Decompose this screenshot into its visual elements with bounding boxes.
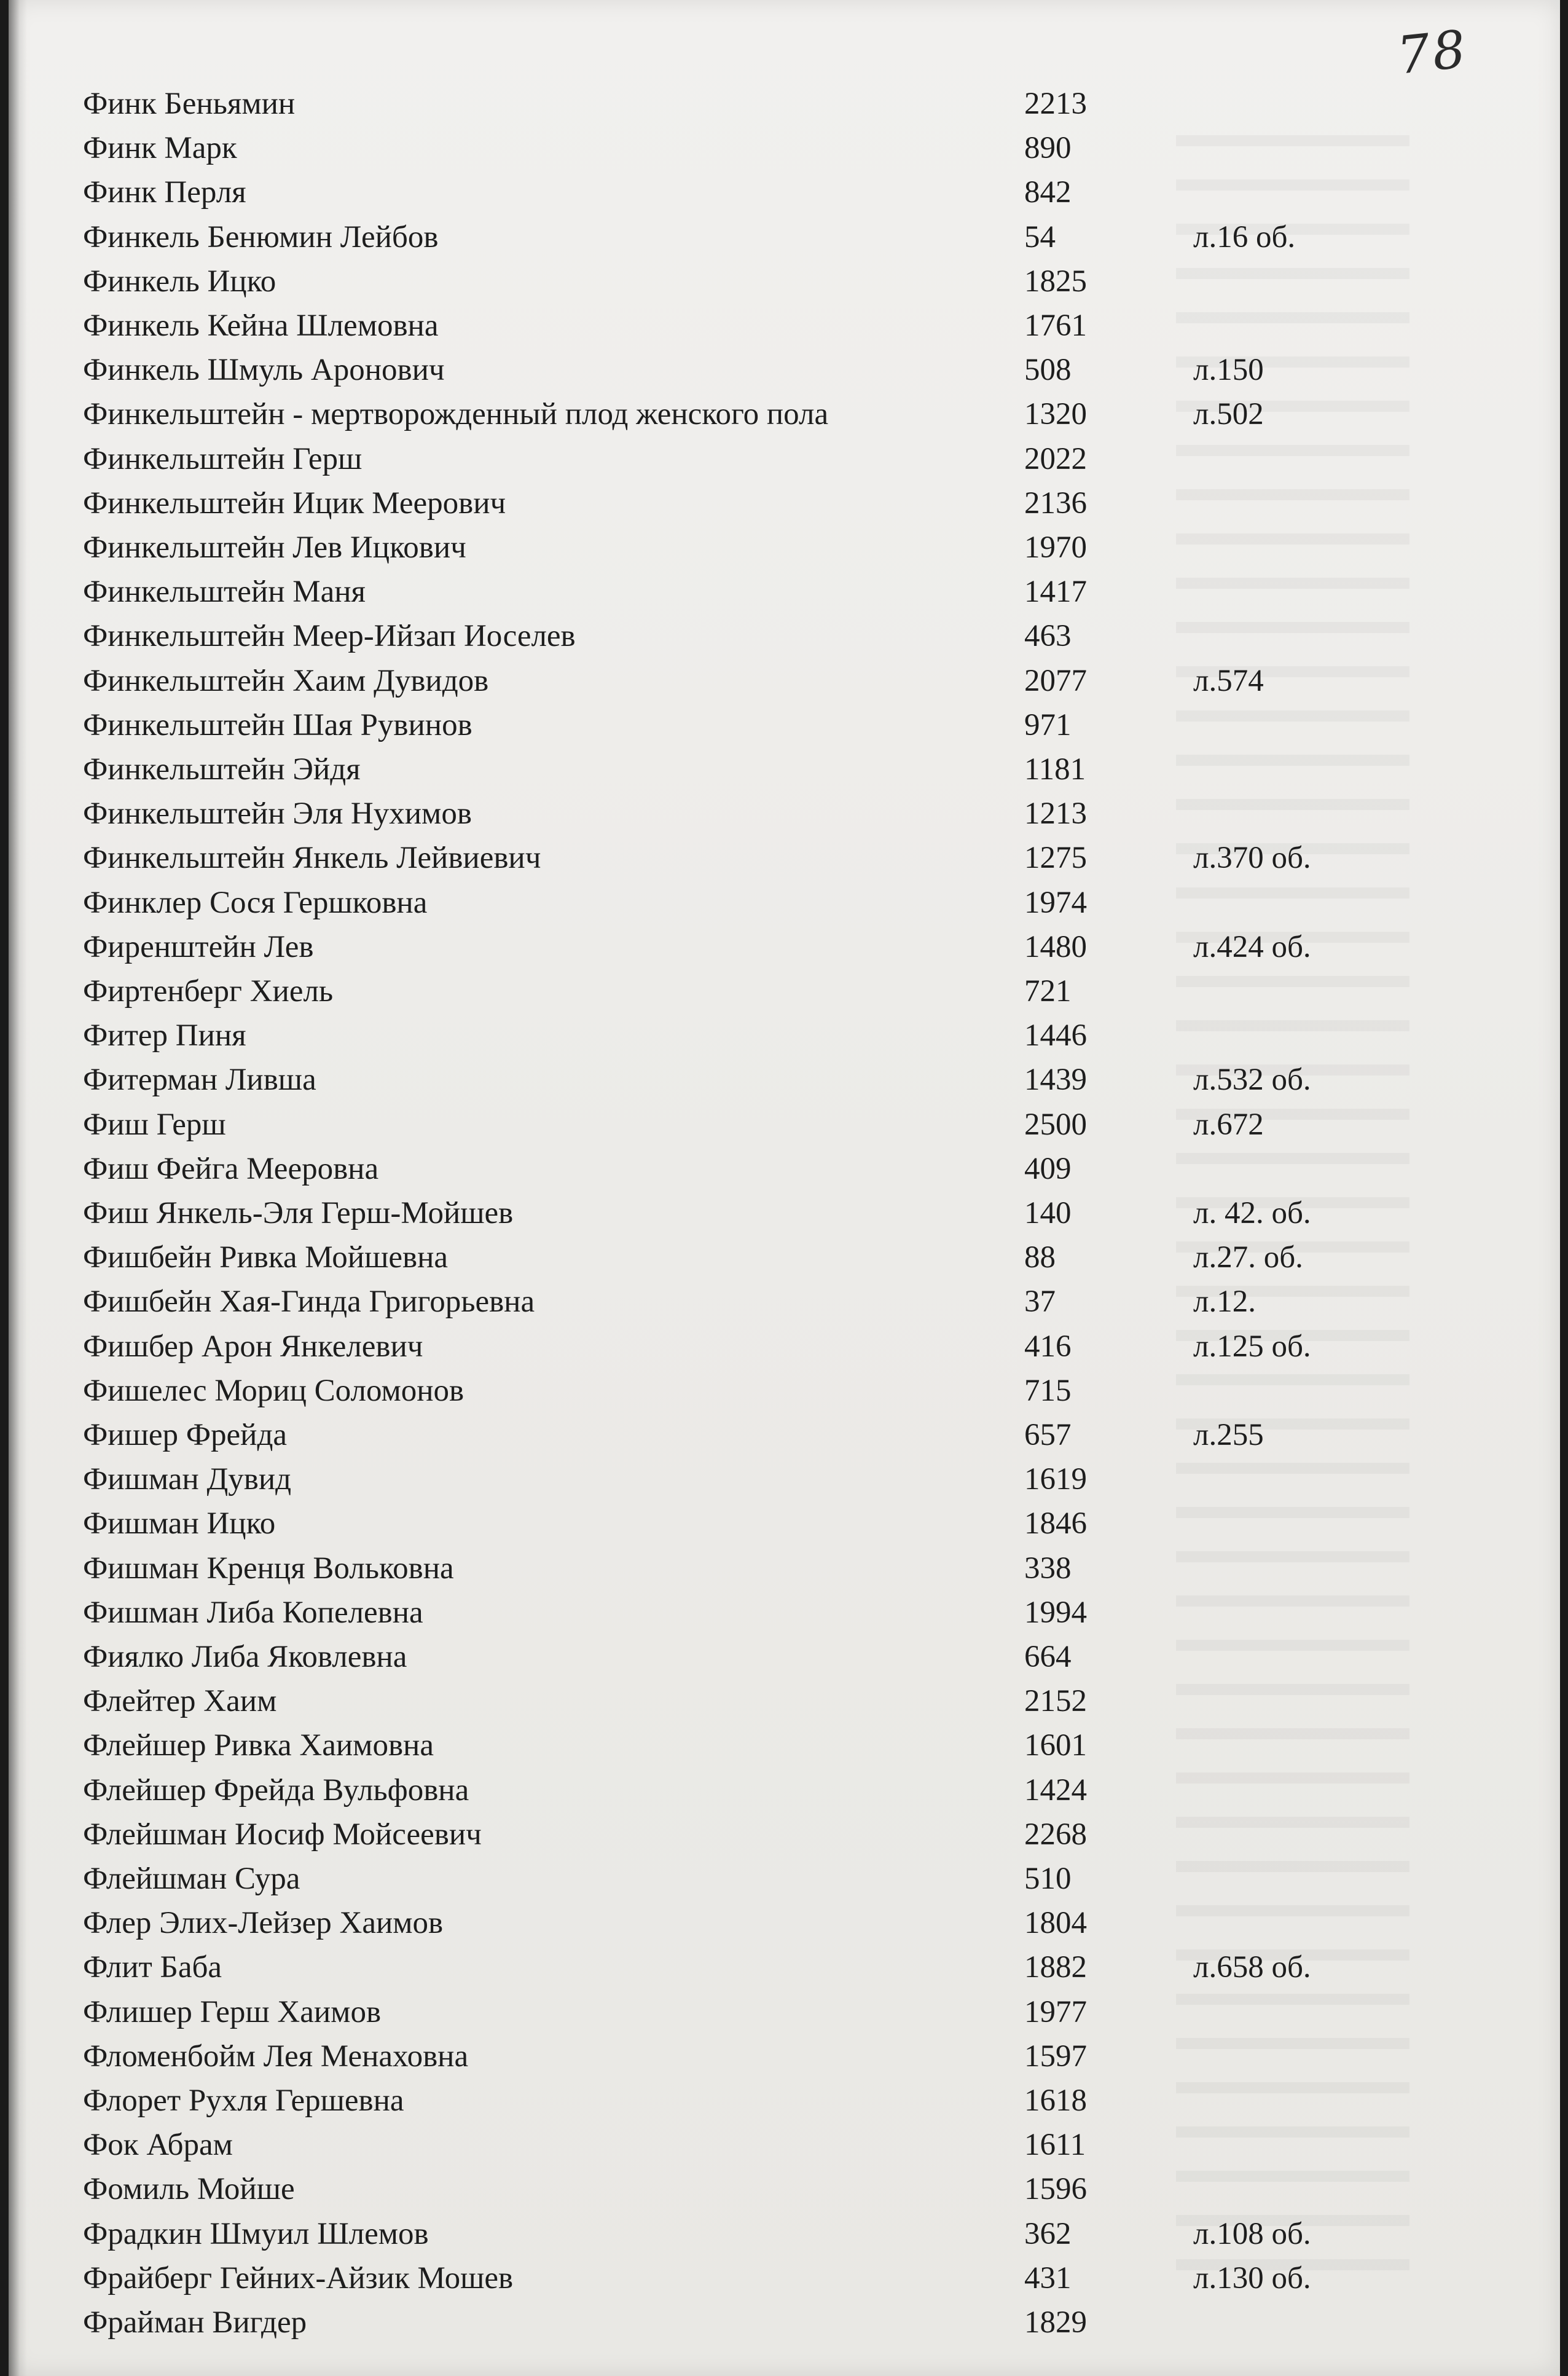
entry-name: Финкельштейн Эля Нухимов (83, 797, 472, 831)
entry-sheet-reference: л.27. об. (1193, 1240, 1303, 1275)
entry-record-number: 2268 (1024, 1817, 1087, 1852)
list-item (9, 1062, 1560, 1103)
entry-record-number: 362 (1024, 2217, 1072, 2251)
list-item (9, 1639, 1560, 1680)
list-item (9, 1683, 1560, 1724)
entry-name: Финкель Бенюмин Лейбов (83, 220, 439, 254)
entry-record-number: 842 (1024, 175, 1072, 210)
list-item (9, 1551, 1560, 1591)
list-item (9, 1595, 1560, 1635)
list-item (9, 796, 1560, 836)
list-item (9, 264, 1560, 304)
entry-record-number: 1320 (1024, 397, 1087, 431)
list-item (9, 1195, 1560, 1236)
entry-sheet-reference: л.12. (1193, 1284, 1256, 1319)
entry-name: Фок Абрам (83, 2128, 233, 2162)
list-item (9, 86, 1560, 127)
list-item (9, 1461, 1560, 1502)
list-item (9, 2171, 1560, 2212)
entry-name: Финкельштейн Эйдя (83, 752, 361, 787)
entry-record-number: 1977 (1024, 1995, 1087, 2029)
list-item (9, 2260, 1560, 2301)
entry-record-number: 664 (1024, 1640, 1072, 1674)
list-item (9, 308, 1560, 348)
entry-name: Фишер Фрейда (83, 1418, 288, 1452)
entry-name: Фитер Пиня (83, 1018, 246, 1053)
entry-record-number: 1417 (1024, 575, 1087, 609)
entry-record-number: 1618 (1024, 2083, 1087, 2118)
list-item (9, 1506, 1560, 1546)
entry-name: Фишелес Мориц Соломонов (83, 1374, 465, 1408)
list-item (9, 352, 1560, 393)
entry-name: Фишман Кренця Вольковна (83, 1551, 454, 1586)
list-item (9, 1240, 1560, 1280)
entry-sheet-reference: л.150 (1193, 353, 1264, 387)
list-item (9, 2305, 1560, 2345)
list-item (9, 219, 1560, 260)
entry-record-number: 2136 (1024, 486, 1087, 521)
entry-record-number: 37 (1024, 1284, 1056, 1319)
entry-record-number: 1882 (1024, 1950, 1087, 1985)
list-item (9, 1107, 1560, 1147)
entry-sheet-reference: л.16 об. (1193, 220, 1296, 254)
entry-name: Финкельштейн Маня (83, 575, 366, 609)
entry-record-number: 1970 (1024, 530, 1087, 565)
entry-record-number: 1825 (1024, 264, 1087, 299)
entry-sheet-reference: л. 42. об. (1193, 1196, 1311, 1230)
entry-name: Флейшман Иосиф Мойсеевич (83, 1817, 482, 1852)
entry-record-number: 2152 (1024, 1684, 1087, 1718)
list-item (9, 1151, 1560, 1192)
list-item (9, 840, 1560, 881)
entry-name: Фиш Фейга Мееровна (83, 1152, 379, 1186)
entry-record-number: 1596 (1024, 2172, 1087, 2206)
entry-record-number: 1446 (1024, 1018, 1087, 1053)
entry-name: Финкельштейн Герш (83, 442, 363, 476)
entry-sheet-reference: л.658 об. (1193, 1950, 1311, 1985)
entry-name: Финкельштейн Меер-Ийзап Иоселев (83, 619, 576, 653)
entry-name: Флейшман Сура (83, 1862, 300, 1896)
entry-record-number: 1619 (1024, 1462, 1087, 1497)
list-item (9, 707, 1560, 748)
entry-sheet-reference: л.672 (1193, 1107, 1264, 1142)
entry-record-number: 463 (1024, 619, 1072, 653)
entry-record-number: 1597 (1024, 2039, 1087, 2074)
list-item (9, 1018, 1560, 1058)
entry-record-number: 1829 (1024, 2305, 1087, 2340)
entry-name: Флорет Рухля Гершевна (83, 2083, 404, 2118)
entry-name: Флит Баба (83, 1950, 222, 1985)
entry-name: Фишбейн Ривка Мойшевна (83, 1240, 449, 1275)
list-item (9, 1728, 1560, 1768)
list-item (9, 885, 1560, 926)
entry-name: Фиш Янкель-Эля Герш-Мойшев (83, 1196, 514, 1230)
entry-name: Фишбер Арон Янкелевич (83, 1329, 423, 1364)
entry-name: Фрадкин Шмуил Шлемов (83, 2217, 429, 2251)
name-index-list (9, 0, 1560, 2376)
entry-name: Финкель Шмуль Аронович (83, 353, 445, 387)
entry-name: Флейтер Хаим (83, 1684, 277, 1718)
entry-record-number: 2077 (1024, 664, 1087, 698)
entry-record-number: 1974 (1024, 886, 1087, 920)
entry-sheet-reference: л.255 (1193, 1418, 1264, 1452)
list-item (9, 130, 1560, 171)
entry-name: Флер Элих-Лейзер Хаимов (83, 1906, 444, 1940)
entry-name: Финкель Ицко (83, 264, 276, 299)
list-item (9, 1949, 1560, 1990)
entry-sheet-reference: л.370 об. (1193, 841, 1311, 875)
entry-name: Финклер Сося Гершковна (83, 886, 428, 920)
list-item (9, 1905, 1560, 1946)
list-item (9, 2039, 1560, 2079)
entry-record-number: 140 (1024, 1196, 1072, 1230)
entry-record-number: 338 (1024, 1551, 1072, 1586)
entry-name: Фишбейн Хая-Гинда Григорьевна (83, 1284, 535, 1319)
list-item (9, 1817, 1560, 1857)
entry-name: Финкельштейн - мертворожденный плод женского пола (83, 397, 829, 431)
entry-record-number: 657 (1024, 1418, 1072, 1452)
entry-record-number: 2213 (1024, 87, 1087, 121)
entry-name: Финкельштейн Шая Рувинов (83, 708, 472, 742)
entry-name: Финкельштейн Хаим Дувидов (83, 664, 489, 698)
entry-sheet-reference: л.125 об. (1193, 1329, 1311, 1364)
entry-record-number: 1213 (1024, 797, 1087, 831)
entry-name: Фиш Герш (83, 1107, 226, 1142)
entry-record-number: 1424 (1024, 1773, 1087, 1808)
list-item (9, 396, 1560, 437)
entry-record-number: 1804 (1024, 1906, 1087, 1940)
entry-record-number: 409 (1024, 1152, 1072, 1186)
entry-name: Фитерман Ливша (83, 1063, 316, 1097)
entry-sheet-reference: л.532 об. (1193, 1063, 1311, 1097)
entry-record-number: 510 (1024, 1862, 1072, 1896)
entry-record-number: 721 (1024, 974, 1072, 1009)
entry-record-number: 431 (1024, 2261, 1072, 2295)
list-item (9, 2127, 1560, 2168)
entry-sheet-reference: л.108 об. (1193, 2217, 1311, 2251)
entry-sheet-reference: л.130 об. (1193, 2261, 1311, 2295)
entry-record-number: 88 (1024, 1240, 1056, 1275)
entry-record-number: 890 (1024, 131, 1072, 165)
list-item (9, 2083, 1560, 2123)
entry-name: Фиртенберг Хиель (83, 974, 334, 1009)
list-item (9, 1284, 1560, 1324)
entry-name: Флейшер Фрейда Вульфовна (83, 1773, 469, 1808)
list-item (9, 663, 1560, 704)
list-item (9, 574, 1560, 615)
entry-name: Фломенбойм Лея Менаховна (83, 2039, 469, 2074)
entry-name: Финк Марк (83, 131, 237, 165)
list-item (9, 1373, 1560, 1414)
entry-name: Фишман Ицко (83, 1506, 276, 1541)
entry-name: Финкельштейн Янкель Лейвиевич (83, 841, 541, 875)
entry-sheet-reference: л.424 об. (1193, 930, 1311, 964)
entry-name: Фиренштейн Лев (83, 930, 314, 964)
list-item (9, 1861, 1560, 1902)
entry-record-number: 971 (1024, 708, 1072, 742)
list-item (9, 974, 1560, 1014)
list-item (9, 618, 1560, 659)
entry-name: Фрайберг Гейних-Айзик Мошев (83, 2261, 514, 2295)
entry-record-number: 508 (1024, 353, 1072, 387)
entry-name: Фишман Либа Копелевна (83, 1595, 423, 1630)
entry-record-number: 416 (1024, 1329, 1072, 1364)
entry-record-number: 715 (1024, 1374, 1072, 1408)
entry-name: Фиялко Либа Яковлевна (83, 1640, 407, 1674)
entry-record-number: 1480 (1024, 930, 1087, 964)
entry-record-number: 1439 (1024, 1063, 1087, 1097)
entry-record-number: 54 (1024, 220, 1056, 254)
list-item (9, 1417, 1560, 1458)
entry-sheet-reference: л.502 (1193, 397, 1264, 431)
list-item (9, 530, 1560, 570)
list-item (9, 2216, 1560, 2257)
entry-name: Финкель Кейна Шлемовна (83, 309, 439, 343)
entry-record-number: 1275 (1024, 841, 1087, 875)
list-item (9, 486, 1560, 526)
entry-name: Фомиль Мойше (83, 2172, 295, 2206)
list-item (9, 929, 1560, 970)
entry-record-number: 1761 (1024, 309, 1087, 343)
document-page (9, 0, 1560, 2376)
list-item (9, 752, 1560, 792)
entry-name: Финкельштейн Ицик Меерович (83, 486, 506, 521)
list-item (9, 175, 1560, 215)
list-item (9, 441, 1560, 482)
entry-record-number: 2500 (1024, 1107, 1087, 1142)
entry-record-number: 1611 (1024, 2128, 1086, 2162)
entry-record-number: 1846 (1024, 1506, 1087, 1541)
entry-name: Фрайман Вигдер (83, 2305, 307, 2340)
entry-name: Финкельштейн Лев Ицкович (83, 530, 466, 565)
entry-sheet-reference: л.574 (1193, 664, 1264, 698)
entry-record-number: 2022 (1024, 442, 1087, 476)
entry-record-number: 1601 (1024, 1728, 1087, 1763)
list-item (9, 1329, 1560, 1369)
handwritten-page-number: 78 (1394, 18, 1471, 86)
entry-record-number: 1994 (1024, 1595, 1087, 1630)
entry-name: Фишман Дувид (83, 1462, 292, 1497)
entry-name: Флишер Герш Хаимов (83, 1995, 382, 2029)
list-item (9, 1994, 1560, 2035)
entry-name: Флейшер Ривка Хаимовна (83, 1728, 434, 1763)
entry-record-number: 1181 (1024, 752, 1086, 787)
entry-name: Финк Перля (83, 175, 246, 210)
list-item (9, 1772, 1560, 1813)
entry-name: Финк Беньямин (83, 87, 296, 121)
